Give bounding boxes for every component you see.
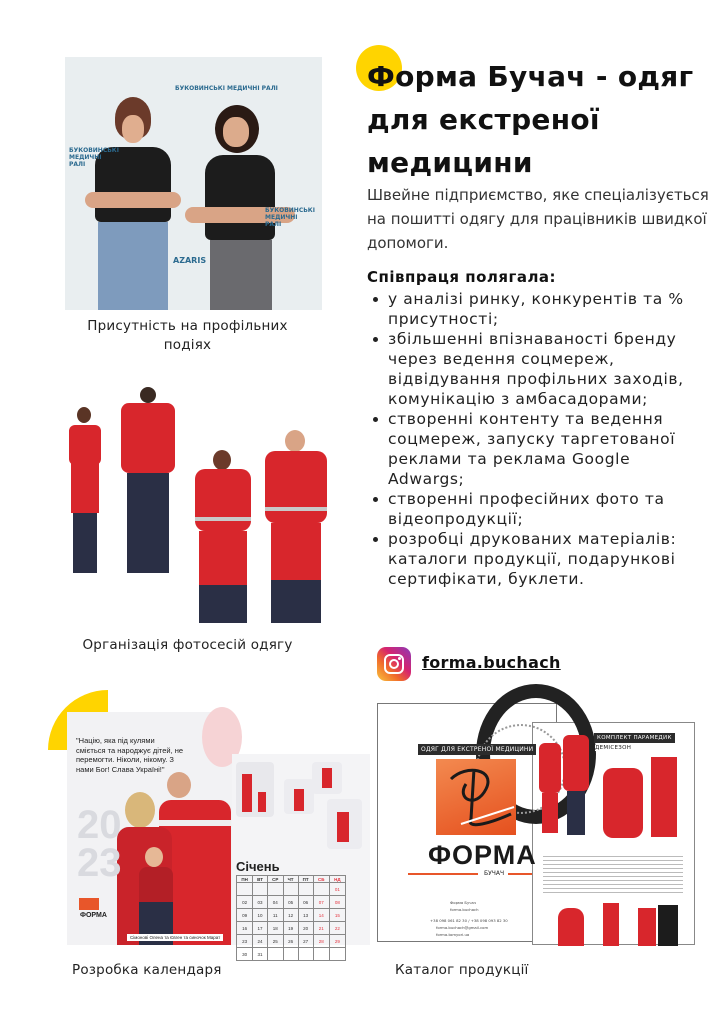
calendar-day: 21 <box>313 922 329 935</box>
calendar-day <box>283 883 298 896</box>
contact-line: +38 098 061 82 30 / +38 098 093 82 30 <box>430 918 508 923</box>
calendar-month-name: Січень <box>236 859 280 874</box>
calendar-day: 17 <box>253 922 268 935</box>
calendar-day: 31 <box>253 948 268 961</box>
company-description: Швейне підприємство, яке спеціалізується на пошитті одягу для працівників швидкої допомоги. <box>367 186 709 252</box>
list-item: розробці друкованих матеріалів: каталоги продукції, подарункові сертифікати, буклети. <box>367 529 712 589</box>
calendar-day: 20 <box>298 922 313 935</box>
catalog-brand-sub: БУЧАЧ <box>484 870 505 877</box>
catalog-cover <box>377 703 557 942</box>
weekday-header: ВТ <box>253 876 268 883</box>
weekday-header: ПТ <box>298 876 313 883</box>
calendar-day: 04 <box>267 896 283 909</box>
calendar-day: 29 <box>329 935 345 948</box>
banner-text: БУКОВИНСЬКІ МЕДИЧНІ РАЛІ <box>265 207 315 228</box>
calendar-day <box>237 883 253 896</box>
calendar-preview <box>67 712 370 957</box>
cooperation-heading: Співпраця полягала: <box>367 268 557 286</box>
banner-sponsor: AZARIS <box>173 256 207 265</box>
calendar-day: 03 <box>253 896 268 909</box>
calendar-month-page <box>232 754 370 957</box>
calendar-day: 09 <box>237 909 253 922</box>
forma-logo <box>436 759 516 835</box>
calendar-day: 10 <box>253 909 268 922</box>
calendar-day: 06 <box>298 896 313 909</box>
calendar-day: 02 <box>237 896 253 909</box>
calendar-week <box>237 896 346 909</box>
weekday-header: СР <box>267 876 283 883</box>
calendar-day <box>298 883 313 896</box>
calendar-day: 28 <box>313 935 329 948</box>
calendar-day: 24 <box>253 935 268 948</box>
calendar-cover <box>67 712 232 945</box>
calendar-week <box>237 935 346 948</box>
event-photo-caption: Присутність на профільних подіях <box>87 318 288 353</box>
calendar-week <box>237 922 346 935</box>
banner-text: БУКОВИНСЬКІ МЕДИЧНІ РАЛІ <box>69 147 119 168</box>
weekday-header: ПН <box>237 876 253 883</box>
contact-line: forma.buchach <box>450 907 479 912</box>
calendar-week <box>237 883 346 896</box>
calendar-caption: Розробка календаря <box>72 962 222 978</box>
catalog-page-sub: ДЕМІСЕЗОН <box>595 745 632 751</box>
list-item: створенні професійних фото та відеопродукції; <box>367 489 712 529</box>
list-item: збільшенні впізнаваності бренду через ведення соцмереж, відвідування профільних заходів, комунікацію з амбасадорами; <box>367 329 712 409</box>
catalog-brand: ФОРМА <box>428 840 537 870</box>
calendar-day: 12 <box>283 909 298 922</box>
instagram-link[interactable]: forma.buchach <box>422 653 561 672</box>
calendar-quote: "Націю, яка під кулями сміється та народжує дітей, не перемогти. Ніколи, нікому. З нами Бог! Слава Україні!" <box>76 736 184 774</box>
calendar-day: 16 <box>237 922 253 935</box>
banner-text: БУКОВИНСЬКІ МЕДИЧНІ РАЛІ <box>175 85 278 92</box>
calendar-day: 07 <box>313 896 329 909</box>
calendar-week <box>237 909 346 922</box>
calendar-day: 11 <box>267 909 283 922</box>
calendar-photo-caption: Сімонові Олена та Євген та синочок Марат <box>127 934 223 941</box>
weekday-header: ЧТ <box>283 876 298 883</box>
calendar-day <box>313 948 329 961</box>
cooperation-list <box>367 289 712 589</box>
calendar-day <box>267 948 283 961</box>
calendar-day: 26 <box>283 935 298 948</box>
calendar-day <box>313 883 329 896</box>
contact-line: Форма Бучач <box>450 900 477 905</box>
catalog-page <box>532 722 695 945</box>
catalog-page-strip: КОМПЛЕКТ ПАРАМЕДИК <box>594 733 675 743</box>
calendar-day: 05 <box>283 896 298 909</box>
uniforms-photo <box>65 385 335 625</box>
calendar-day: 23 <box>237 935 253 948</box>
instagram-icon[interactable] <box>377 647 411 681</box>
year-bottom: 23 <box>77 841 122 885</box>
calendar-brand: ФОРМА <box>80 912 107 919</box>
year-top: 20 <box>77 803 122 847</box>
contact-line: forma.buchach@gmail.com <box>436 925 489 930</box>
calendar-day <box>267 883 283 896</box>
calendar-week <box>237 948 346 961</box>
calendar-day <box>283 948 298 961</box>
calendar-day: 15 <box>329 909 345 922</box>
calendar-day <box>253 883 268 896</box>
list-item: у аналізі ринку, конкурентів та % присутності; <box>367 289 712 329</box>
calendar-day: 19 <box>283 922 298 935</box>
calendar-grid <box>236 875 346 961</box>
calendar-day: 01 <box>329 883 345 896</box>
event-photo <box>65 57 322 310</box>
contact-line: forma-tomyori.ua <box>436 932 470 937</box>
calendar-day: 18 <box>267 922 283 935</box>
calendar-day: 30 <box>237 948 253 961</box>
calendar-day: 08 <box>329 896 345 909</box>
weekday-header: СБ <box>313 876 329 883</box>
calendar-day: 13 <box>298 909 313 922</box>
calendar-day: 14 <box>313 909 329 922</box>
list-item: створенні контенту та ведення соцмереж, запуску таргетованої реклами та реклама Google Adwargs; <box>367 409 712 489</box>
calendar-day: 27 <box>298 935 313 948</box>
catalog-cover-strip: ОДЯГ ДЛЯ ЕКСТРЕНОЇ МЕДИЦИНИ <box>418 744 536 755</box>
calendar-day: 25 <box>267 935 283 948</box>
page-title: Форма Бучач - одяг для екстреної медицини <box>367 60 694 179</box>
calendar-day <box>298 948 313 961</box>
uniforms-photo-caption: Організація фотосесій одягу <box>82 637 293 653</box>
calendar-day: 22 <box>329 922 345 935</box>
catalog-caption: Каталог продукції <box>395 962 529 978</box>
calendar-day <box>329 948 345 961</box>
weekday-header: НД <box>329 876 345 883</box>
